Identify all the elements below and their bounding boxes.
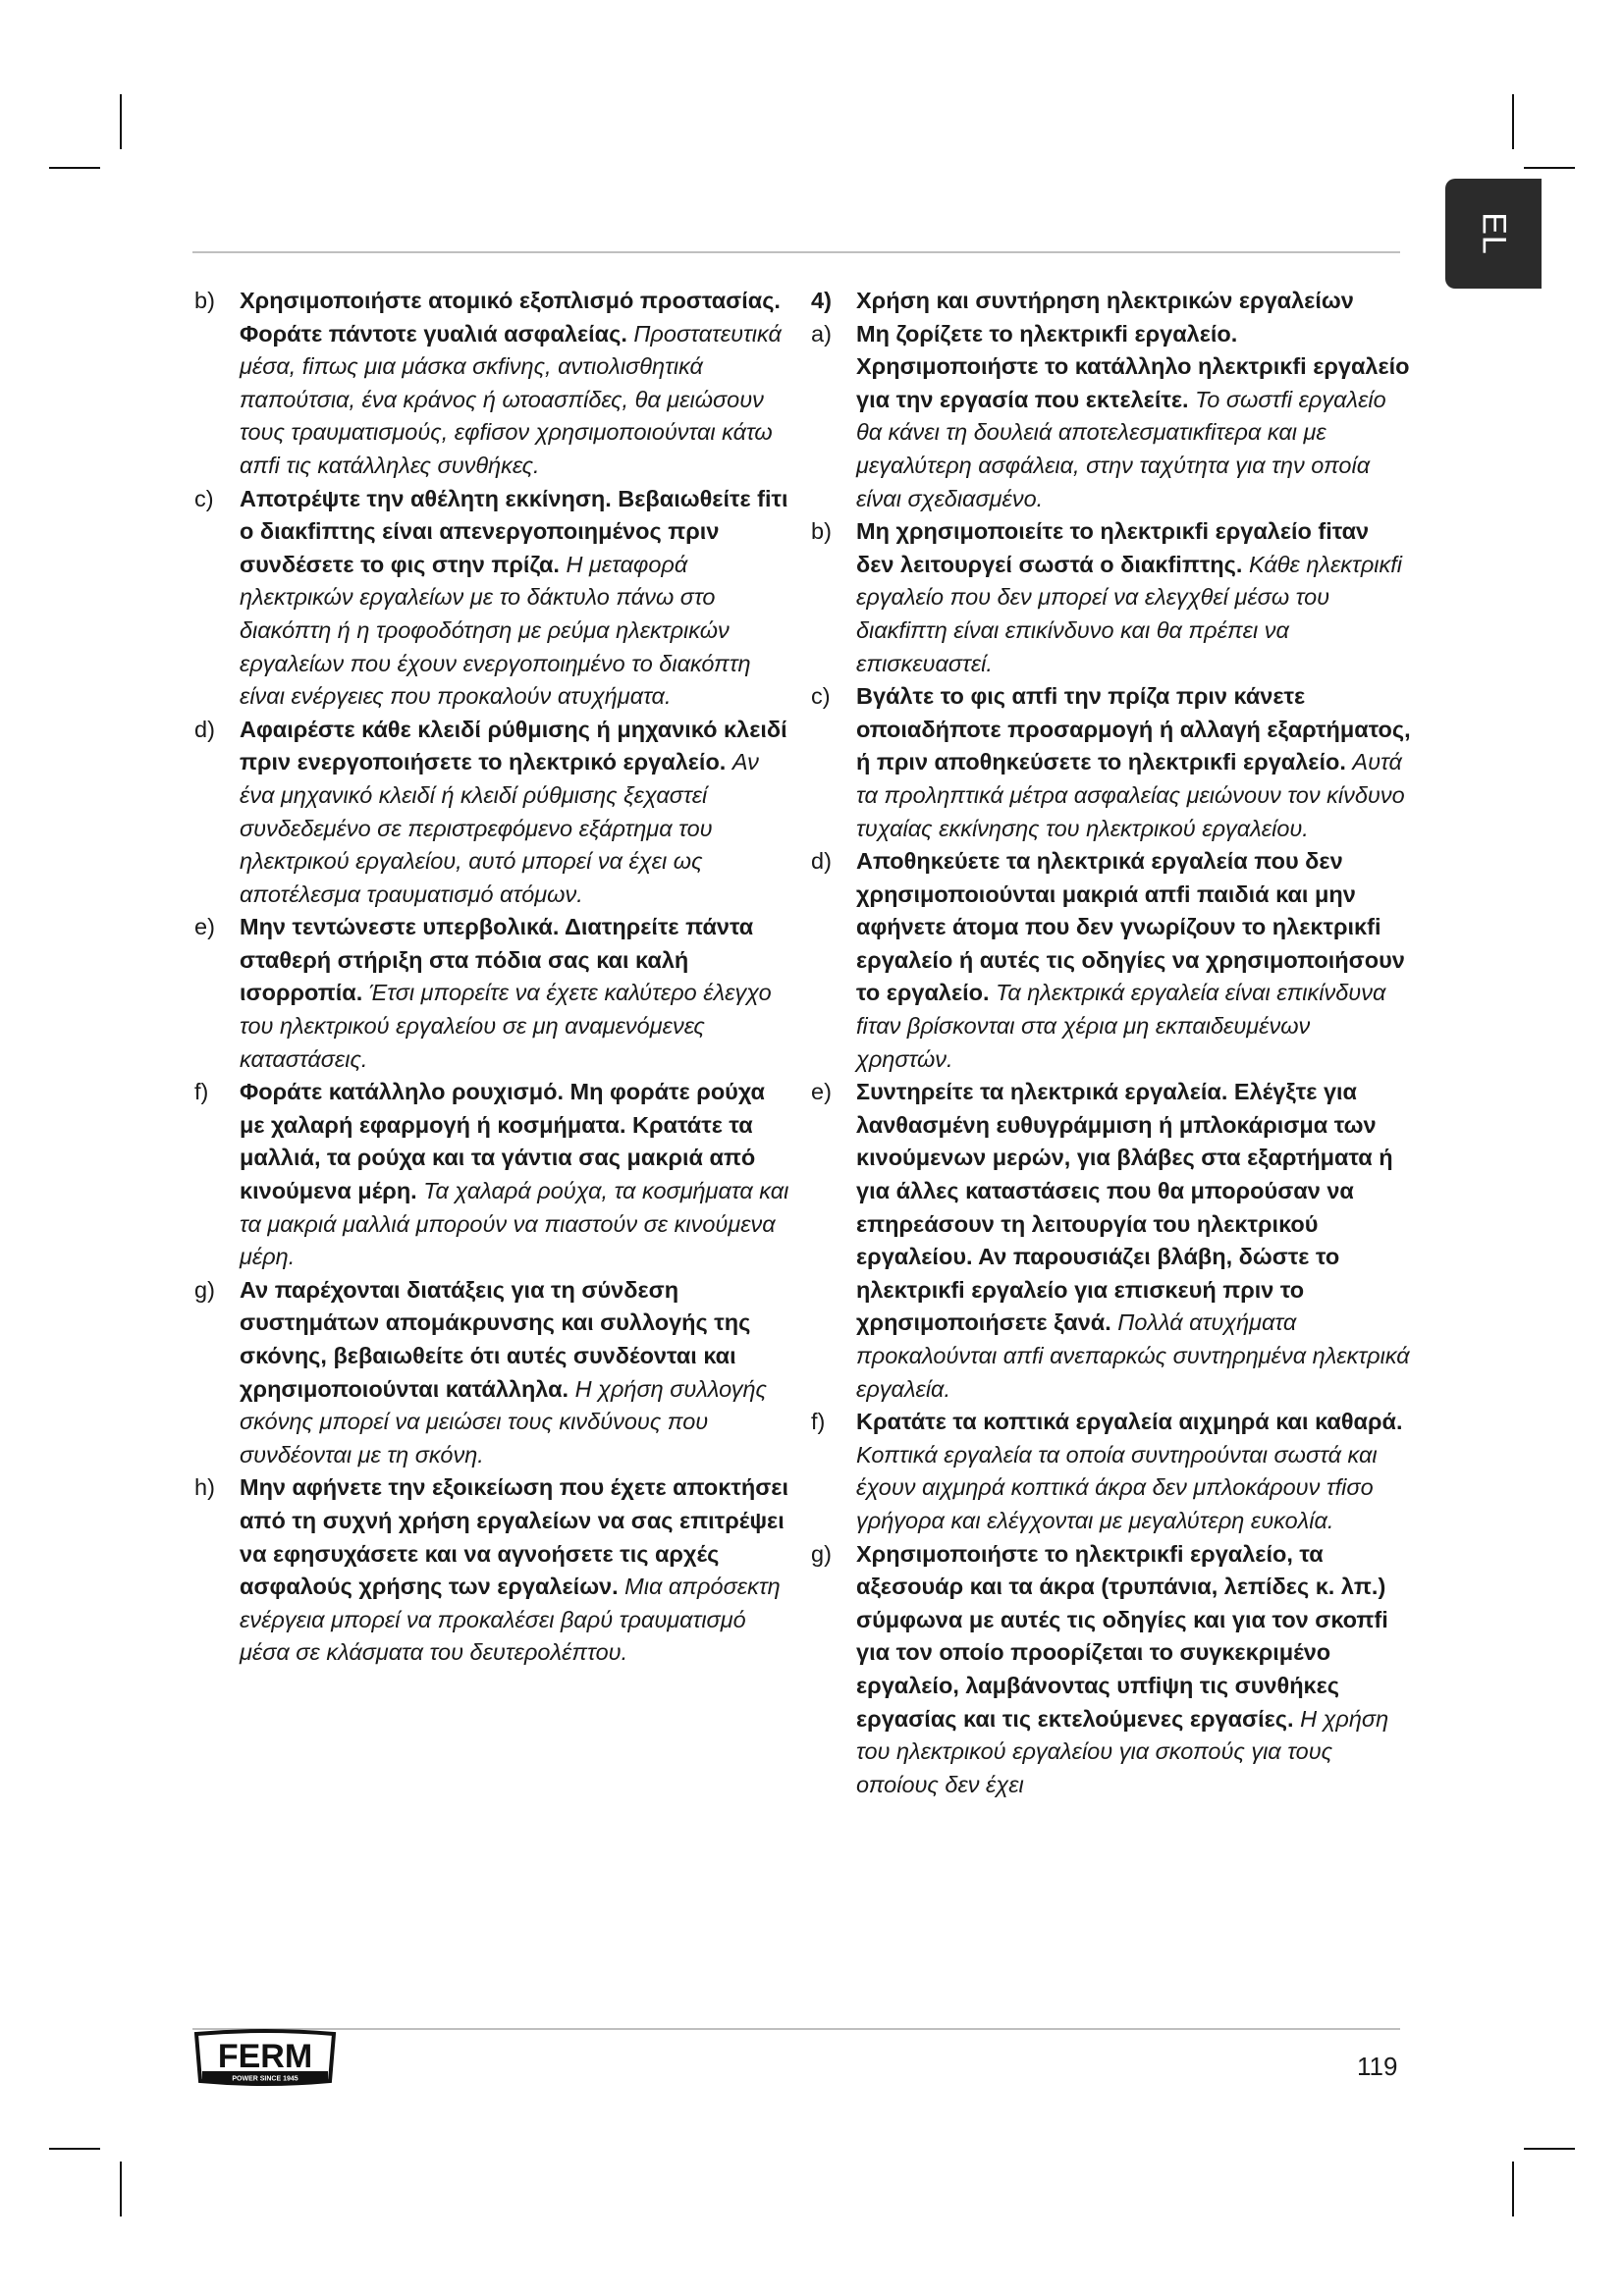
crop-mark <box>120 2162 122 2216</box>
item-label: g) <box>811 1540 832 1567</box>
item-italic-text: Αυτά τα προληπτικά μέτρα ασφαλείας μειώνουν τον κίνδυνο τυχαίας εκκίνησης του ηλεκτρικού εργαλείου. <box>856 749 1405 841</box>
list-item <box>811 1406 1412 1537</box>
item-bold-text: Μη ζορίζετε το ηλεκτρικfi εργαλείο. Χρησιμοποιήστε το κατάλληλο ηλεκτρικfi εργαλείο για την εργασία που εκτελείτε. <box>856 320 1410 412</box>
right-column <box>811 285 1412 1801</box>
item-label: e) <box>811 1079 832 1105</box>
list-item <box>194 1471 795 1670</box>
page-number: 119 <box>1357 2052 1398 2081</box>
item-italic-text: Η μεταφορά ηλεκτρικών εργαλείων με το δάκτυλο πάνω στο διακόπτη ή η τροφοδότηση με ρεύμα ηλεκτρικών εργαλείων που έχουν ενεργοποιημένο το διακόπτη είναι ενέργειες που προκαλούν ατυχήματα. <box>240 551 751 710</box>
list-item <box>811 680 1412 845</box>
item-bold-text: Αν παρέχονται διατάξεις για τη σύνδεση συστημάτων απομάκρυνσης και συλλογής της σκόνης, βεβαιωθείτε ότι αυτές συνδέονται και χρησιμοποιούνται κατάλληλα. <box>240 1276 751 1402</box>
item-italic-text: Η χρήση του ηλεκτρικού εργαλείου για σκοπούς για τους οποίους δεν έχει <box>856 1705 1389 1797</box>
item-label: e) <box>194 914 215 940</box>
crop-mark <box>1524 2148 1575 2150</box>
crop-mark <box>1512 2162 1514 2216</box>
list-item <box>194 911 795 1076</box>
crop-mark <box>1524 167 1575 169</box>
item-italic-text: Κάθε ηλεκτρικfi εργαλείο που δεν μπορεί να ελεγχθεί μέσω του διακfiπτη είναι επικίνδυνο και θα πρέπει να επισκευαστεί. <box>856 551 1403 676</box>
item-bold-text: Μη χρησιμοποιείτε το ηλεκτρικfi εργαλείο fiταν δεν λειτουργεί σωστά ο διακfiπτης. <box>856 518 1370 577</box>
item-bold-text: Φοράτε κατάλληλο ρουχισμό. Μη φοράτε ρούχα με χαλαρή εφαρμογή ή κοσμήματα. Κρατάτε τα μαλλιά, τα ρούχα και τα γάντια σας μακριά από κινούμενα μέρη. <box>240 1079 765 1204</box>
item-label: g) <box>194 1276 215 1303</box>
list-item <box>194 1076 795 1274</box>
item-bold-text: Χρησιμοποιήστε το ηλεκτρικfi εργαλείο, τα αξεσουάρ και τα άκρα (τρυπάνια, λεπίδες κ. λπ.) σύμφωνα με αυτές τις οδηγίες και για τον σκοπfi για τον οποίο προορίζεται το συγκεκριμένο εργαλείο, λαμβάνοντας υπfiψη τις συνθήκες εργασίας και τις εκτελούμενες εργασίες. <box>856 1540 1388 1732</box>
item-label: d) <box>811 848 832 875</box>
item-label: h) <box>194 1474 215 1501</box>
item-label: b) <box>194 288 215 313</box>
list-item <box>811 1538 1412 1802</box>
item-label: f) <box>811 1409 826 1435</box>
item-label: d) <box>194 716 215 742</box>
list-item <box>194 285 795 483</box>
list-item <box>194 1274 795 1472</box>
item-italic-text: Η χρήση συλλογής σκόνης μπορεί να μειώσει τους κινδύνους που συνδέονται με τη σκόνη. <box>240 1375 767 1468</box>
list-item <box>811 1076 1412 1406</box>
item-bold-text: Αποτρέψτε την αθέλητη εκκίνηση. Βεβαιωθείτε fiτι ο διακfiπτης είναι απενεργοποιημένος πριν συνδέσετε το φις στην πρίζα. <box>240 485 788 577</box>
language-tab <box>1445 179 1542 289</box>
ferm-logo <box>192 2028 338 2091</box>
item-italic-text: Αν ένα μηχανικό κλειδί ή κλειδί ρύθμισης ξεχαστεί συνδεδεμένο σε περιστρεφόμενο εξάρτημα του ηλεκτρικού εργαλείου, αυτό μπορεί να έχει ως αποτέλεσμα τραυματισμό ατόμων. <box>240 749 759 907</box>
item-italic-text: Προστατευτικά μέσα, fiπως μια μάσκα σκfiνης, αντιολισθητικά παπούτσια, ένα κράνος ή ωτοασπίδες, θα μειώσουν τους τραυματισμούς, εφfiσον χρησιμοποιούνται κάτω απfi τις κατάλληλες συνθήκες. <box>240 320 782 478</box>
item-bold-text: Κρατάτε τα κοπτικά εργαλεία αιχμηρά και καθαρά. <box>856 1409 1403 1435</box>
logo-tagline: POWER SINCE 1945 <box>232 2075 298 2083</box>
item-bold-text: Συντηρείτε τα ηλεκτρικά εργαλεία. Ελέγξτε για λανθασμένη ευθυγράμμιση ή μπλοκάρισμα των κινούμενων μερών, για βλάβες στα εξαρτήματα ή για άλλες καταστάσεις που θα μπορούσαν να επηρεάσουν τη λειτουργία του ηλεκτρικού εργαλείου. Αν παρουσιάζει βλάβη, δώστε το ηλεκτρικfi εργαλείο για επισκευή πριν το χρησιμοποιήσετε ξανά. <box>856 1079 1393 1336</box>
footer-rule <box>192 2028 1400 2030</box>
list-item <box>194 483 795 714</box>
crop-mark <box>49 167 100 169</box>
crop-mark <box>1512 94 1514 149</box>
list-item <box>811 845 1412 1076</box>
section-number: 4) <box>811 288 832 313</box>
item-italic-text: Κοπτικά εργαλεία τα οποία συντηρούνται σωστά και έχουν αιχμηρά κοπτικά άκρα δεν μπλοκάρουν τfiσο γρήγορα και ελέγχονται με μεγαλύτερη ευκολία. <box>856 1441 1378 1533</box>
header-rule <box>192 251 1400 253</box>
crop-mark <box>49 2148 100 2150</box>
item-label: f) <box>194 1079 209 1105</box>
item-italic-text: Τα ηλεκτρικά εργαλεία είναι επικίνδυνα fiταν βρίσκονται στα χέρια μη εκπαιδευμένων χρηστών. <box>856 980 1386 1072</box>
item-bold-text: Χρησιμοποιήστε ατομικό εξοπλισμό προστασίας. Φοράτε πάντοτε γυαλιά ασφαλείας. <box>240 288 781 347</box>
logo-text: FERM <box>217 2038 313 2075</box>
item-label: c) <box>811 683 831 710</box>
item-label: b) <box>811 518 832 545</box>
item-bold-text: Μην τεντώνεστε υπερβολικά. Διατηρείτε πάντα σταθερή στήριξη στα πόδια σας και καλή ισορροπία. <box>240 914 754 1006</box>
item-bold-text: Μην αφήνετε την εξοικείωση που έχετε αποκτήσει από τη συχνή χρήση εργαλείων να σας επιτρέψει να εφησυχάσετε και να αγνοήσετε τις αρχές ασφαλούς χρήσης των εργαλείων. <box>240 1474 788 1600</box>
item-italic-text: Πολλά ατυχήματα προκαλούνται απfi ανεπαρκώς συντηρημένα ηλεκτρικά εργαλεία. <box>856 1309 1410 1402</box>
item-italic-text: Έτσι μπορείτε να έχετε καλύτερο έλεγχο του ηλεκτρικού εργαλείου σε μη αναμενόμενες καταστάσεις. <box>240 980 772 1072</box>
item-bold-text: Βγάλτε το φις απfi την πρίζα πριν κάνετε οποιαδήποτε προσαρμογή ή αλλαγή εξαρτήματος, ή πριν αποθηκεύσετε το ηλεκτρικfi εργαλείο. <box>856 683 1411 775</box>
item-bold-text: Αποθηκεύετε τα ηλεκτρικά εργαλεία που δεν χρησιμοποιούνται μακριά απfi παιδιά και μην αφήνετε άτομα που δεν γνωρίζουν το ηλεκτρικfi εργαλείο ή αυτές τις οδηγίες να χρησιμοποιήσουν το εργαλείο. <box>856 848 1405 1006</box>
item-italic-text: Το σωστfi εργαλείο θα κάνει τη δουλειά αποτελεσματικfiτερα και με μεγαλύτερη ασφάλεια, στην ταχύτητα για την οποία είναι σχεδιασμένο. <box>856 386 1386 511</box>
list-item <box>811 318 1412 516</box>
list-item <box>194 714 795 912</box>
section-heading <box>811 285 1412 318</box>
crop-mark <box>120 94 122 149</box>
item-label: a) <box>811 320 832 347</box>
section-title: Χρήση και συντήρηση ηλεκτρικών εργαλείων <box>856 288 1354 313</box>
left-column <box>194 285 795 1670</box>
item-label: c) <box>194 485 214 511</box>
language-code: EL <box>1475 212 1513 255</box>
item-italic-text: Τα χαλαρά ρούχα, τα κοσμήματα και τα μακριά μαλλιά μπορούν να πιαστούν σε κινούμενα μέρη. <box>240 1178 789 1270</box>
list-item <box>811 515 1412 680</box>
item-italic-text: Μια απρόσεκτη ενέργεια μπορεί να προκαλέσει βαρύ τραυματισμό μέσα σε κλάσματα του δευτερολέπτου. <box>240 1574 781 1666</box>
item-bold-text: Αφαιρέστε κάθε κλειδί ρύθμισης ή μηχανικό κλειδί πριν ενεργοποιήσετε το ηλεκτρικό εργαλείο. <box>240 716 787 775</box>
